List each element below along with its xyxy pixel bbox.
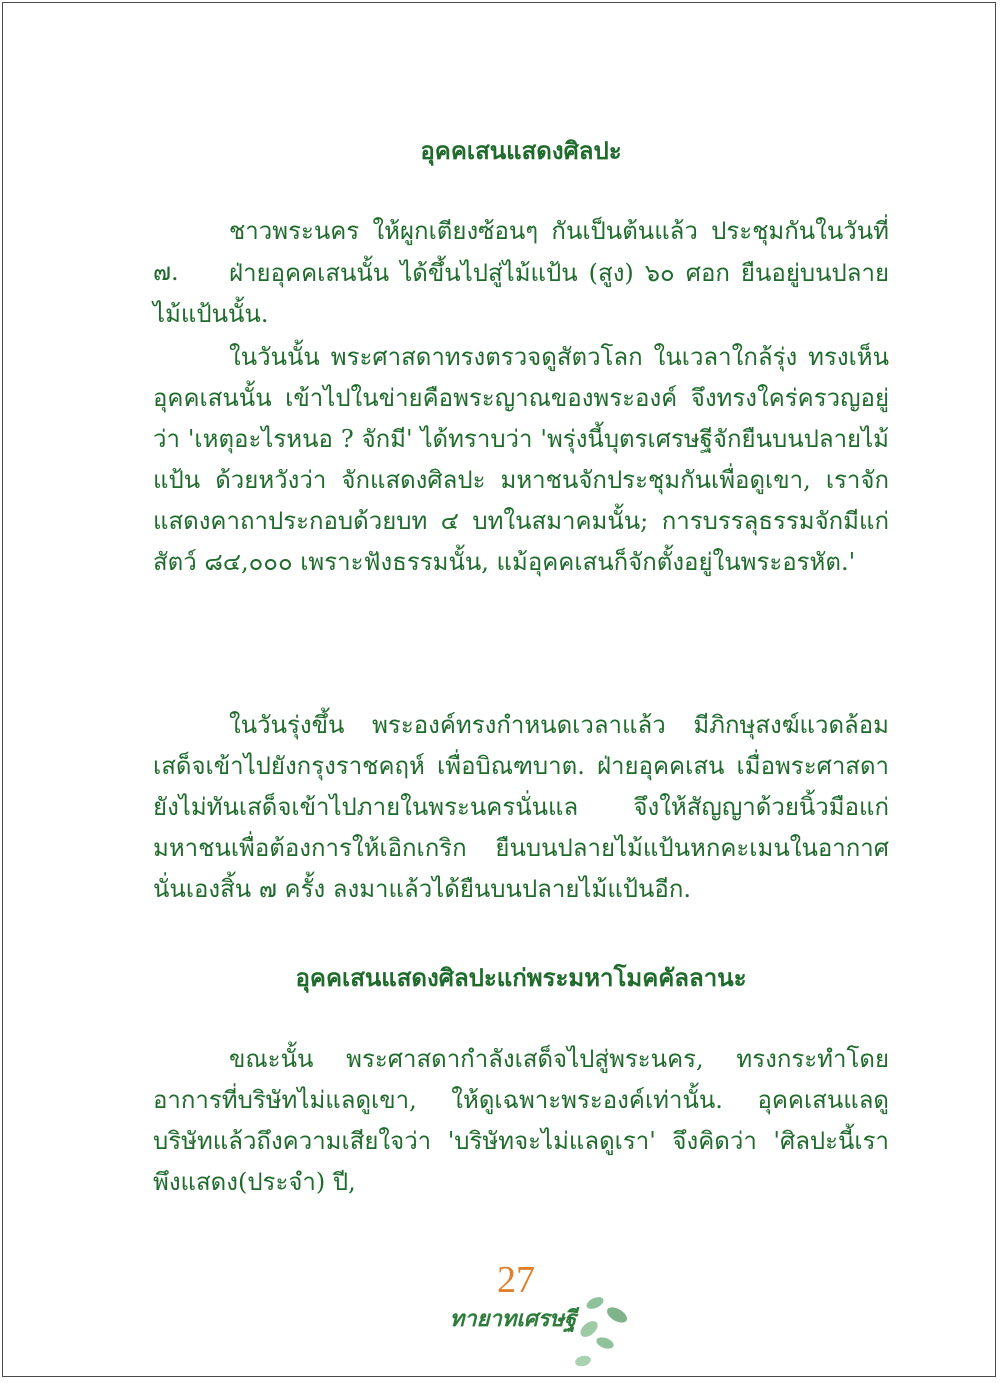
paragraph-3: ในวันนั้น พระศาสดาทรงตรวจดูสัตวโลก ในเวลาใกล้รุ่ง ทรงเห็นอุคคเสนนั้น เข้าไปในข่ายคือพระญาณของพระองค์ จึงทรงใคร่ครวญอยู่ว่า 'เหตุอะไรหนอ ? จักมี' ได้ทราบว่า 'พรุ่งนี้บุตรเศรษฐีจักยืนบนปลายไม้แป้น ด้วยหวังว่า จักแสดงศิลปะ มหาชนจักประชุมกันเพื่อดูเขา, เราจักแสดงคาถาประกอบด้วยบท ๔ บทในสมาคมนั้น; การบรรลุธรรมจักมีแก่สัตว์ ๘๔,๐๐๐ เพราะฟังธรรมนั้น, แม้อุคคเสนก็จักตั้งอยู่ในพระอรหัต.' xyxy=(153,343,889,576)
paragraph-2: ฝ่ายอุคคเสนนั้น ได้ขึ้นไปสู่ไม้แป้น (สูง) ๖๐ ศอก ยืนอยู่บนปลายไม้แป้นนั้น. xyxy=(153,259,890,328)
footer-brand-logo: ทายาทเศรษฐี xyxy=(449,1307,577,1332)
paragraph-5: ขณะนั้น พระศาสดากำลังเสด็จไปสู่พระนคร, ทรงกระทำโดยอาการที่บริษัทไม่แลดูเขา, ให้ดูเฉพาะพระองค์เท่านั้น. อุคคเสนแลดูบริษัทแล้วถึงความเสียใจว่า 'บริษัทจะไม่แลดูเรา' จึงคิดว่า 'ศิลปะนี้เราพึงแสดง(ประจำ) ปี, xyxy=(153,1045,889,1196)
section-heading-1: อุคคเสนแสดงศิลปะ xyxy=(420,136,622,165)
page-number: 27 xyxy=(497,1259,535,1301)
paragraph-4: ในวันรุ่งขึ้น พระองค์ทรงกำหนดเวลาแล้ว มีภิกษุสงฆ์แวดล้อมเสด็จเข้าไปยังกรุงราชคฤห์ เพื่อบิณฑบาต. ฝ่ายอุคคเสน เมื่อพระศาสดายังไม่ทันเสด็จเข้าไปภายในพระนครนั่นแล จึงให้สัญญาด้วยนิ้วมือแก่มหาชนเพื่อต้องการให้เอิกเกริก ยืนบนปลายไม้แป้นหกคะเมนในอากาศ นั่นเองสิ้น ๗ ครั้ง ลงมาแล้วได้ยืนบนปลายไม้แป้นอีก. xyxy=(153,711,889,903)
section-heading-2: อุคคเสนแสดงศิลปะแก่พระมหาโมคคัลลานะ xyxy=(295,963,747,992)
document-page xyxy=(2,2,996,1377)
paragraph-1: ชาวพระนคร ให้ผูกเตียงซ้อนๆ กันเป็นต้นแล้ว ประชุมกันในวันที่ ๗. xyxy=(153,217,889,286)
leaves-icon xyxy=(569,1285,639,1375)
